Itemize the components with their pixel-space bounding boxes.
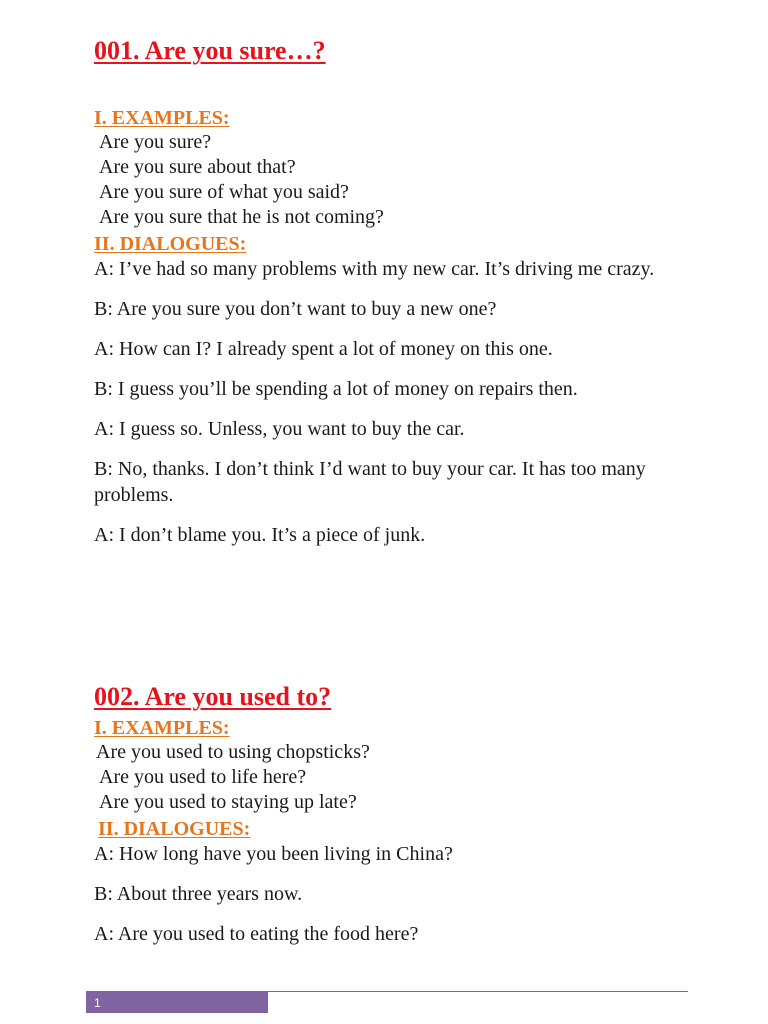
dialogue-line: A: Are you used to eating the food here? <box>94 923 419 945</box>
examples-heading: I. EXAMPLES: <box>94 717 230 739</box>
lesson-section-002 <box>94 680 714 961</box>
example-item: Are you sure about that? <box>99 156 296 178</box>
example-item: Are you used to using chopsticks? <box>96 741 370 763</box>
dialogue-block <box>94 256 714 548</box>
dialogue-line: A: I’ve had so many problems with my new car. It’s driving me crazy. <box>94 258 655 280</box>
example-item: Are you used to life here? <box>99 766 307 788</box>
dialogue-line: B: I guess you’ll be spending a lot of money on repairs then. <box>94 378 578 400</box>
dialogue-line: A: I guess so. Unless, you want to buy the car. <box>94 418 465 440</box>
dialogues-heading: II. DIALOGUES: <box>94 233 247 255</box>
lesson-title: 002. Are you used to? <box>94 682 332 711</box>
dialogues-heading: II. DIALOGUES: <box>98 818 251 840</box>
example-item: Are you sure of what you said? <box>99 181 349 203</box>
page-number: 1 <box>94 996 101 1010</box>
dialogue-block <box>94 841 714 947</box>
dialogue-line: B: Are you sure you don’t want to buy a new one? <box>94 298 497 320</box>
examples-list <box>94 740 714 815</box>
dialogue-line: A: I don’t blame you. It’s a piece of junk. <box>94 524 426 546</box>
examples-list <box>94 130 714 230</box>
example-item: Are you sure that he is not coming? <box>99 206 384 228</box>
example-item: Are you used to staying up late? <box>99 791 357 813</box>
examples-heading: I. EXAMPLES: <box>94 107 230 129</box>
page-footer <box>86 990 688 1014</box>
footer-page-bar <box>86 992 268 1013</box>
dialogue-line: B: No, thanks. I don’t think I’d want to buy your car. It has too many problems. <box>94 458 646 506</box>
example-item: Are you sure? <box>99 131 212 153</box>
dialogue-line: A: How can I? I already spent a lot of money on this one. <box>94 338 553 360</box>
dialogue-line: B: About three years now. <box>94 883 303 905</box>
lesson-title: 001. Are you sure…? <box>94 36 326 65</box>
dialogue-line: A: How long have you been living in China? <box>94 843 453 865</box>
lesson-section-001 <box>94 34 714 562</box>
